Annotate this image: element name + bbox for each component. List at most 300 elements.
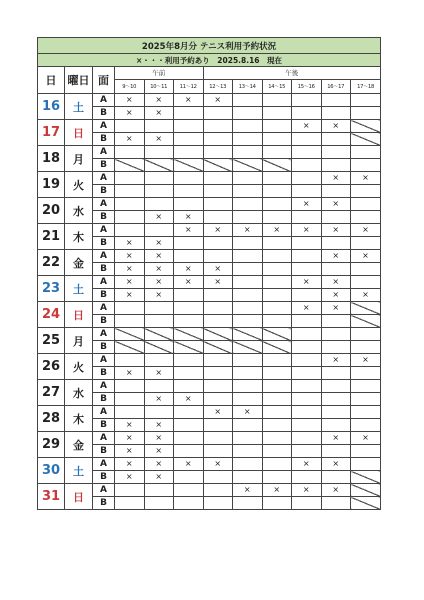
reserved-cell: × bbox=[351, 224, 381, 237]
reserved-cell: × bbox=[203, 406, 233, 419]
unavailable-cell bbox=[262, 328, 292, 341]
open-cell bbox=[115, 198, 145, 211]
table-row bbox=[38, 484, 381, 497]
open-cell bbox=[203, 250, 233, 263]
day-number: 18 bbox=[38, 146, 65, 172]
reserved-cell: × bbox=[115, 367, 145, 380]
open-cell bbox=[351, 211, 381, 224]
table-row bbox=[38, 354, 381, 367]
unavailable-cell bbox=[144, 341, 174, 354]
reserved-cell: × bbox=[351, 289, 381, 302]
open-cell bbox=[321, 315, 351, 328]
open-cell bbox=[292, 133, 322, 146]
reserved-cell: × bbox=[144, 133, 174, 146]
court-label: A bbox=[93, 354, 115, 367]
reserved-cell: × bbox=[321, 224, 351, 237]
open-cell bbox=[203, 367, 233, 380]
day-number: 17 bbox=[38, 120, 65, 146]
open-cell bbox=[351, 341, 381, 354]
header-pm: 午後 bbox=[203, 67, 381, 80]
open-cell bbox=[144, 380, 174, 393]
reserved-cell: × bbox=[203, 263, 233, 276]
open-cell bbox=[351, 237, 381, 250]
open-cell bbox=[262, 146, 292, 159]
reserved-cell: × bbox=[144, 432, 174, 445]
reserved-cell: × bbox=[115, 432, 145, 445]
open-cell bbox=[321, 185, 351, 198]
court-label: A bbox=[93, 484, 115, 497]
open-cell bbox=[144, 315, 174, 328]
court-label: B bbox=[93, 471, 115, 484]
reserved-cell: × bbox=[292, 458, 322, 471]
table-row bbox=[38, 146, 381, 159]
court-label: A bbox=[93, 276, 115, 289]
open-cell bbox=[262, 237, 292, 250]
open-cell bbox=[262, 94, 292, 107]
reserved-cell: × bbox=[115, 419, 145, 432]
open-cell bbox=[174, 146, 204, 159]
court-label: B bbox=[93, 419, 115, 432]
table-row bbox=[38, 458, 381, 471]
day-number: 20 bbox=[38, 198, 65, 224]
reserved-cell: × bbox=[321, 289, 351, 302]
open-cell bbox=[174, 367, 204, 380]
open-cell bbox=[262, 211, 292, 224]
open-cell bbox=[203, 497, 233, 510]
reserved-cell: × bbox=[351, 432, 381, 445]
open-cell bbox=[233, 172, 263, 185]
open-cell bbox=[292, 328, 322, 341]
open-cell bbox=[351, 185, 381, 198]
header-court: 面 bbox=[93, 67, 115, 94]
reserved-cell: × bbox=[144, 289, 174, 302]
open-cell bbox=[292, 107, 322, 120]
open-cell bbox=[292, 146, 322, 159]
unavailable-cell bbox=[262, 159, 292, 172]
reserved-cell: × bbox=[144, 94, 174, 107]
open-cell bbox=[174, 237, 204, 250]
reserved-cell: × bbox=[115, 107, 145, 120]
open-cell bbox=[292, 380, 322, 393]
open-cell bbox=[262, 367, 292, 380]
open-cell bbox=[144, 146, 174, 159]
open-cell bbox=[321, 211, 351, 224]
reserved-cell: × bbox=[174, 458, 204, 471]
open-cell bbox=[351, 419, 381, 432]
open-cell bbox=[292, 172, 322, 185]
reserved-cell: × bbox=[321, 432, 351, 445]
open-cell bbox=[262, 393, 292, 406]
reserved-cell: × bbox=[115, 289, 145, 302]
open-cell bbox=[144, 224, 174, 237]
unavailable-cell bbox=[203, 341, 233, 354]
open-cell bbox=[321, 419, 351, 432]
open-cell bbox=[174, 107, 204, 120]
table-row bbox=[38, 406, 381, 419]
legend-line: ×・・・利用予約あり 2025.8.16 現在 bbox=[38, 54, 381, 67]
open-cell bbox=[351, 263, 381, 276]
open-cell bbox=[321, 393, 351, 406]
open-cell bbox=[292, 315, 322, 328]
open-cell bbox=[174, 185, 204, 198]
open-cell bbox=[321, 445, 351, 458]
time-slot-header: 12～13 bbox=[203, 79, 233, 93]
open-cell bbox=[292, 185, 322, 198]
reserved-cell: × bbox=[321, 302, 351, 315]
court-label: A bbox=[93, 172, 115, 185]
open-cell bbox=[203, 393, 233, 406]
court-label: A bbox=[93, 120, 115, 133]
court-label: B bbox=[93, 107, 115, 120]
reserved-cell: × bbox=[203, 94, 233, 107]
sheet-title: 2025年8月分 テニス利用予約状況 bbox=[38, 38, 381, 54]
court-label: B bbox=[93, 497, 115, 510]
open-cell bbox=[144, 497, 174, 510]
open-cell bbox=[262, 354, 292, 367]
reserved-cell: × bbox=[115, 276, 145, 289]
reserved-cell: × bbox=[144, 237, 174, 250]
open-cell bbox=[321, 133, 351, 146]
open-cell bbox=[262, 263, 292, 276]
weekday-label: 水 bbox=[65, 380, 93, 406]
court-label: B bbox=[93, 445, 115, 458]
reserved-cell: × bbox=[292, 120, 322, 133]
open-cell bbox=[115, 120, 145, 133]
open-cell bbox=[321, 328, 351, 341]
open-cell bbox=[174, 497, 204, 510]
open-cell bbox=[233, 107, 263, 120]
court-label: A bbox=[93, 302, 115, 315]
open-cell bbox=[203, 432, 233, 445]
reserved-cell: × bbox=[321, 250, 351, 263]
reserved-cell: × bbox=[144, 471, 174, 484]
open-cell bbox=[115, 172, 145, 185]
weekday-label: 金 bbox=[65, 250, 93, 276]
court-label: B bbox=[93, 211, 115, 224]
reserved-cell: × bbox=[174, 276, 204, 289]
day-number: 24 bbox=[38, 302, 65, 328]
open-cell bbox=[321, 146, 351, 159]
open-cell bbox=[115, 406, 145, 419]
open-cell bbox=[292, 237, 322, 250]
open-cell bbox=[203, 172, 233, 185]
open-cell bbox=[174, 471, 204, 484]
open-cell bbox=[233, 289, 263, 302]
open-cell bbox=[292, 393, 322, 406]
open-cell bbox=[351, 367, 381, 380]
open-cell bbox=[292, 159, 322, 172]
reserved-cell: × bbox=[115, 445, 145, 458]
reserved-cell: × bbox=[144, 276, 174, 289]
reserved-cell: × bbox=[321, 172, 351, 185]
unavailable-cell bbox=[233, 341, 263, 354]
reserved-cell: × bbox=[144, 445, 174, 458]
reserved-cell: × bbox=[321, 458, 351, 471]
open-cell bbox=[351, 406, 381, 419]
table-row bbox=[38, 432, 381, 445]
weekday-label: 日 bbox=[65, 120, 93, 146]
open-cell bbox=[321, 471, 351, 484]
header-weekday: 曜日 bbox=[65, 67, 93, 94]
reserved-cell: × bbox=[321, 484, 351, 497]
open-cell bbox=[262, 432, 292, 445]
open-cell bbox=[292, 289, 322, 302]
open-cell bbox=[351, 146, 381, 159]
open-cell bbox=[203, 120, 233, 133]
weekday-label: 土 bbox=[65, 458, 93, 484]
header-am: 午前 bbox=[115, 67, 204, 80]
open-cell bbox=[203, 315, 233, 328]
open-cell bbox=[321, 497, 351, 510]
open-cell bbox=[115, 302, 145, 315]
open-cell bbox=[174, 484, 204, 497]
open-cell bbox=[115, 393, 145, 406]
court-label: A bbox=[93, 432, 115, 445]
unavailable-cell bbox=[351, 120, 381, 133]
unavailable-cell bbox=[233, 328, 263, 341]
day-number: 25 bbox=[38, 328, 65, 354]
open-cell bbox=[233, 133, 263, 146]
weekday-label: 土 bbox=[65, 94, 93, 120]
day-number: 22 bbox=[38, 250, 65, 276]
open-cell bbox=[233, 302, 263, 315]
open-cell bbox=[262, 107, 292, 120]
open-cell bbox=[233, 497, 263, 510]
reserved-cell: × bbox=[203, 458, 233, 471]
open-cell bbox=[262, 198, 292, 211]
open-cell bbox=[321, 107, 351, 120]
open-cell bbox=[262, 445, 292, 458]
day-number: 19 bbox=[38, 172, 65, 198]
reserved-cell: × bbox=[115, 94, 145, 107]
table-row bbox=[38, 120, 381, 133]
day-number: 29 bbox=[38, 432, 65, 458]
table-row bbox=[38, 250, 381, 263]
day-number: 21 bbox=[38, 224, 65, 250]
open-cell bbox=[233, 94, 263, 107]
reserved-cell: × bbox=[203, 276, 233, 289]
open-cell bbox=[233, 263, 263, 276]
open-cell bbox=[203, 185, 233, 198]
court-label: A bbox=[93, 406, 115, 419]
table-row bbox=[38, 302, 381, 315]
unavailable-cell bbox=[174, 328, 204, 341]
open-cell bbox=[233, 211, 263, 224]
unavailable-cell bbox=[115, 159, 145, 172]
weekday-label: 土 bbox=[65, 276, 93, 302]
unavailable-cell bbox=[351, 484, 381, 497]
open-cell bbox=[203, 237, 233, 250]
unavailable-cell bbox=[203, 328, 233, 341]
open-cell bbox=[203, 133, 233, 146]
open-cell bbox=[292, 497, 322, 510]
open-cell bbox=[233, 237, 263, 250]
open-cell bbox=[262, 471, 292, 484]
reserved-cell: × bbox=[351, 354, 381, 367]
unavailable-cell bbox=[351, 471, 381, 484]
open-cell bbox=[321, 406, 351, 419]
open-cell bbox=[233, 185, 263, 198]
day-number: 23 bbox=[38, 276, 65, 302]
open-cell bbox=[233, 315, 263, 328]
open-cell bbox=[292, 354, 322, 367]
open-cell bbox=[262, 289, 292, 302]
reserved-cell: × bbox=[174, 224, 204, 237]
open-cell bbox=[144, 120, 174, 133]
court-label: A bbox=[93, 328, 115, 341]
court-label: A bbox=[93, 380, 115, 393]
open-cell bbox=[174, 445, 204, 458]
day-number: 27 bbox=[38, 380, 65, 406]
day-number: 31 bbox=[38, 484, 65, 510]
court-label: A bbox=[93, 198, 115, 211]
reserved-cell: × bbox=[144, 107, 174, 120]
open-cell bbox=[351, 107, 381, 120]
court-label: A bbox=[93, 94, 115, 107]
open-cell bbox=[292, 406, 322, 419]
open-cell bbox=[233, 458, 263, 471]
reserved-cell: × bbox=[144, 458, 174, 471]
reserved-cell: × bbox=[115, 133, 145, 146]
time-slot-header: 14～15 bbox=[262, 79, 292, 93]
open-cell bbox=[144, 406, 174, 419]
open-cell bbox=[351, 159, 381, 172]
open-cell bbox=[115, 484, 145, 497]
reserved-cell: × bbox=[351, 172, 381, 185]
reserved-cell: × bbox=[115, 237, 145, 250]
open-cell bbox=[115, 146, 145, 159]
open-cell bbox=[292, 432, 322, 445]
day-number: 28 bbox=[38, 406, 65, 432]
weekday-label: 日 bbox=[65, 302, 93, 328]
open-cell bbox=[321, 159, 351, 172]
court-label: B bbox=[93, 367, 115, 380]
unavailable-cell bbox=[351, 497, 381, 510]
unavailable-cell bbox=[203, 159, 233, 172]
court-label: A bbox=[93, 250, 115, 263]
table-row bbox=[38, 172, 381, 185]
open-cell bbox=[174, 289, 204, 302]
open-cell bbox=[203, 146, 233, 159]
unavailable-cell bbox=[351, 302, 381, 315]
open-cell bbox=[321, 341, 351, 354]
open-cell bbox=[144, 354, 174, 367]
unavailable-cell bbox=[351, 133, 381, 146]
open-cell bbox=[292, 263, 322, 276]
open-cell bbox=[174, 354, 204, 367]
open-cell bbox=[262, 302, 292, 315]
court-label: B bbox=[93, 159, 115, 172]
day-number: 16 bbox=[38, 94, 65, 120]
unavailable-cell bbox=[144, 328, 174, 341]
open-cell bbox=[262, 172, 292, 185]
time-slot-header: 15～16 bbox=[292, 79, 322, 93]
open-cell bbox=[351, 380, 381, 393]
open-cell bbox=[321, 380, 351, 393]
unavailable-cell bbox=[115, 341, 145, 354]
open-cell bbox=[233, 380, 263, 393]
reservation-sheet bbox=[37, 37, 380, 510]
reserved-cell: × bbox=[321, 276, 351, 289]
open-cell bbox=[144, 185, 174, 198]
weekday-label: 木 bbox=[65, 406, 93, 432]
open-cell bbox=[203, 484, 233, 497]
reserved-cell: × bbox=[321, 354, 351, 367]
open-cell bbox=[262, 458, 292, 471]
court-label: B bbox=[93, 393, 115, 406]
open-cell bbox=[292, 341, 322, 354]
reserved-cell: × bbox=[144, 250, 174, 263]
court-label: B bbox=[93, 289, 115, 302]
reserved-cell: × bbox=[174, 94, 204, 107]
reserved-cell: × bbox=[292, 276, 322, 289]
court-label: A bbox=[93, 224, 115, 237]
open-cell bbox=[174, 315, 204, 328]
open-cell bbox=[203, 289, 233, 302]
open-cell bbox=[233, 471, 263, 484]
open-cell bbox=[115, 380, 145, 393]
open-cell bbox=[292, 250, 322, 263]
reserved-cell: × bbox=[292, 224, 322, 237]
weekday-label: 木 bbox=[65, 224, 93, 250]
open-cell bbox=[174, 406, 204, 419]
header-day: 日 bbox=[38, 67, 65, 94]
reserved-cell: × bbox=[321, 120, 351, 133]
reserved-cell: × bbox=[292, 484, 322, 497]
day-number: 30 bbox=[38, 458, 65, 484]
reserved-cell: × bbox=[144, 419, 174, 432]
court-label: B bbox=[93, 237, 115, 250]
reserved-cell: × bbox=[144, 211, 174, 224]
open-cell bbox=[233, 198, 263, 211]
reserved-cell: × bbox=[174, 211, 204, 224]
open-cell bbox=[203, 354, 233, 367]
open-cell bbox=[262, 315, 292, 328]
open-cell bbox=[203, 198, 233, 211]
open-cell bbox=[144, 484, 174, 497]
open-cell bbox=[144, 302, 174, 315]
open-cell bbox=[321, 237, 351, 250]
open-cell bbox=[174, 198, 204, 211]
open-cell bbox=[351, 445, 381, 458]
time-slot-header: 11～12 bbox=[174, 79, 204, 93]
court-label: B bbox=[93, 263, 115, 276]
court-label: A bbox=[93, 458, 115, 471]
open-cell bbox=[351, 276, 381, 289]
open-cell bbox=[262, 133, 292, 146]
reserved-cell: × bbox=[144, 393, 174, 406]
reserved-cell: × bbox=[115, 471, 145, 484]
open-cell bbox=[262, 497, 292, 510]
reserved-cell: × bbox=[233, 406, 263, 419]
reservation-table bbox=[37, 37, 381, 510]
open-cell bbox=[203, 211, 233, 224]
open-cell bbox=[233, 146, 263, 159]
reserved-cell: × bbox=[203, 224, 233, 237]
unavailable-cell bbox=[144, 159, 174, 172]
open-cell bbox=[203, 380, 233, 393]
weekday-label: 金 bbox=[65, 432, 93, 458]
weekday-label: 日 bbox=[65, 484, 93, 510]
reserved-cell: × bbox=[115, 458, 145, 471]
open-cell bbox=[174, 120, 204, 133]
open-cell bbox=[174, 432, 204, 445]
reserved-cell: × bbox=[233, 484, 263, 497]
open-cell bbox=[174, 250, 204, 263]
open-cell bbox=[174, 302, 204, 315]
open-cell bbox=[115, 224, 145, 237]
open-cell bbox=[115, 211, 145, 224]
